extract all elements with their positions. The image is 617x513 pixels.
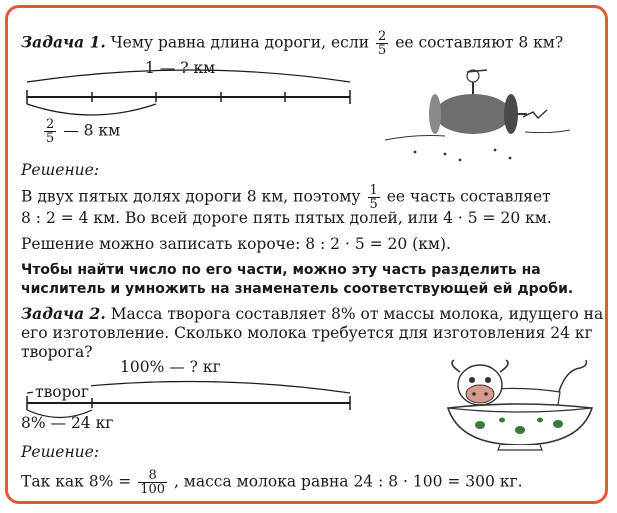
task1-diagram-bottom-label: — 8 км [63,121,121,140]
task2-heading: Задача 2. [21,304,106,323]
cow-bowl-illustration [440,350,600,450]
task1-heading: Задача 1. [21,32,106,52]
task1-solution-line1-end: ее часть составляет [386,187,551,206]
task1-solution-fraction: $\frac{1}{5}$ [369,183,378,212]
task2-diagram-bottom-label: 8% — 24 кг [21,414,114,432]
task2-line1-text: Масса творога составляет 8% от массы молока, идущего на [110,305,604,323]
task2-solution-heading: Решение: [21,443,100,461]
task2-line2: его изготовление. Сколько молока требуется для изготовления 24 кг [21,324,593,342]
task1-diagram-top-label: 1 — ? км [145,59,216,77]
task2-diagram-part-label: творог [35,383,90,401]
task2-solution-end: , масса молока равна 24 : 8 · 100 = 300 кг. [173,472,523,491]
task1-solution-line1-start: В двух пятых долях дороги 8 км, поэтому [21,187,361,206]
task1-diagram-fraction: $\frac{2}{5}$ [46,117,55,146]
task1-question-fraction: $\frac{2}{5}$ [377,29,387,58]
task1-solution-line3: Решение можно записать короче: 8 : 2 · 5 = 20 (км). [21,235,451,253]
task2-line3: творога? [21,343,93,361]
task1-question-start: Чему равна длина дороги, если [110,33,370,52]
task2-solution-start: Так как 8% = [21,472,132,491]
rule-line2: числитель и умножить на знаменатель соответствующей ей дроби. [21,281,574,297]
task2-diagram-top-label: 100% — ? кг [120,358,221,376]
task1-question-end: ее составляют 8 км? [395,33,564,52]
task2-solution-line [21,469,523,496]
task1-solution-heading: Решение: [21,161,100,179]
task2-solution-fraction: $\frac{8}{100}$ [140,468,166,497]
task1-solution-line2: 8 : 2 = 4 км. Во всей дороге пять пятых долей, или 4 · 5 = 20 км. [21,209,552,227]
rule-line1: Чтобы найти число по его части, можно эту часть разделить на [21,262,541,278]
